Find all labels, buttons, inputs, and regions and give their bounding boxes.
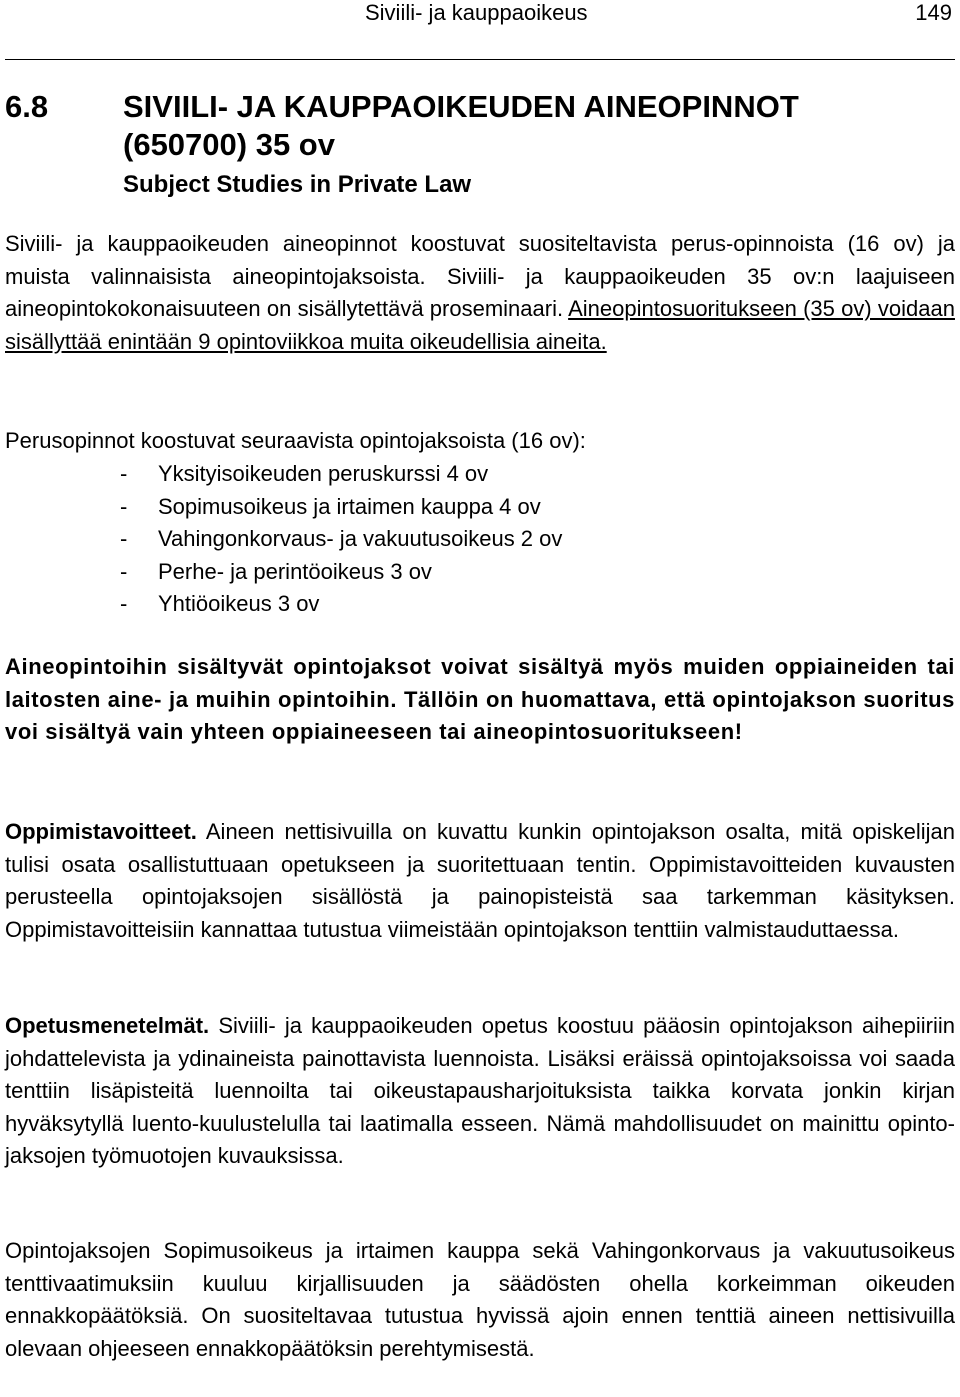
section-subtitle: Subject Studies in Private Law: [123, 171, 472, 198]
list-item: [120, 458, 562, 491]
course-list: [120, 458, 562, 621]
section-title: [123, 88, 799, 164]
teaching-text: Siviili- ja kauppaoikeuden opetus koostuu pääosin opintojakson aihepiiriin johdattelevista ja ydinaineista painottavista luennoista. Lisäksi eräissä opintojaksoissa voi saada tenttiin lisäpisteitä luennoilta tai oikeustapausharjoituksista taikka korvata jonkin kirjan hyväksytyllä luento-kuulustelulla tai laatimalla esseen. Nämä mahdollisuudet on mainittu opinto-jaksojen työmuotojen kuvauksissa.: [5, 1013, 955, 1168]
list-item: [120, 556, 562, 589]
running-header: [5, 0, 955, 60]
list-dash: -: [120, 493, 128, 519]
course-name: Perhe- ja perintöoikeus 3 ov: [158, 558, 432, 584]
intro-underlined-text: Aineopintosuoritukseen (35 ov) voidaan sisällyttää enintään 9 opintoviikkoa muita oikeudellisia aineita.: [5, 296, 955, 354]
list-dash: -: [120, 526, 128, 551]
objectives-heading: Oppimistavoitteet.: [5, 819, 197, 844]
section-number: 6.8: [5, 89, 49, 124]
list-item: [120, 491, 562, 524]
list-dash: -: [120, 461, 128, 486]
course-name: Sopimusoikeus ja irtaimen kauppa 4 ov: [158, 493, 541, 519]
section-title-line2: (650700) 35 ov: [123, 127, 335, 162]
course-name: Vahingonkorvaus- ja vakuutusoikeus 2 ov: [158, 526, 563, 551]
objectives-text: Aineen nettisivuilla on kuvattu kunkin opintojakson osalta, mitä opiskelijan tulisi osata osallistuttuaan opetukseen ja suoritettuaan tentin. Oppimistavoitteiden kuvausten perusteella opintojaksojen sisällöstä ja painopisteistä saa tarkemman käsityksen. Oppimistavoitteisiin kannattaa tutustua viimeistään opintojakson tenttiin valmistauduttaessa.: [5, 819, 955, 942]
objectives-paragraph: [5, 816, 955, 946]
exams-paragraph: Opintojaksojen Sopimusoikeus ja irtaimen kauppa sekä Vahingonkorvaus ja vakuutusoikeus tenttivaatimuksiin kuuluu kirjallisuuden ja säädösten ohella korkeimman oikeuden ennakkopäätöksiä. On suositeltavaa tutustua hyvissä ajoin ennen tenttiä aineen nettisivuilla olevaan ohjeeseen ennakkopäätöksin perehtymisestä.: [5, 1238, 955, 1361]
course-name: Yksityisoikeuden peruskurssi 4 ov: [158, 461, 489, 486]
list-item: [120, 588, 562, 621]
note-paragraph: Aineopintoihin sisältyvät opintojaksot voivat sisältyä myös muiden oppiaineiden tai laitosten aine- ja muihin opintoihin. Tällöin on huomattava, että opintojakson suoritus voi sisältyä vain yhteen oppiaineeseen tai aineopintosuoritukseen!: [5, 654, 955, 744]
basic-studies-intro: Perusopinnot koostuvat seuraavista opintojaksoista (16 ov):: [5, 428, 586, 453]
list-dash: -: [120, 558, 128, 584]
section-title-line1: SIVIILI- JA KAUPPAOIKEUDEN AINEOPINNOT: [123, 89, 799, 124]
list-dash: -: [120, 591, 128, 616]
page-number: 149: [915, 0, 952, 25]
intro-text: Siviili- ja kauppaoikeuden aineopinnot koostuvat suositeltavista perus-opinnoista (16 ov) ja muista valinnaisista aineopintojaksoista. Siviili- ja kauppaoikeuden 35 ov:n laajuiseen aineopintokokonaisuuteen on sisällytettävä proseminaari.: [5, 231, 955, 321]
running-header-title: Siviili- ja kauppaoikeus: [365, 0, 588, 25]
teaching-paragraph: [5, 1010, 955, 1173]
list-item: [120, 523, 562, 556]
course-name: Yhtiöoikeus 3 ov: [158, 591, 320, 616]
teaching-heading: Opetusmenetelmät.: [5, 1013, 210, 1038]
intro-paragraph: [5, 228, 955, 358]
